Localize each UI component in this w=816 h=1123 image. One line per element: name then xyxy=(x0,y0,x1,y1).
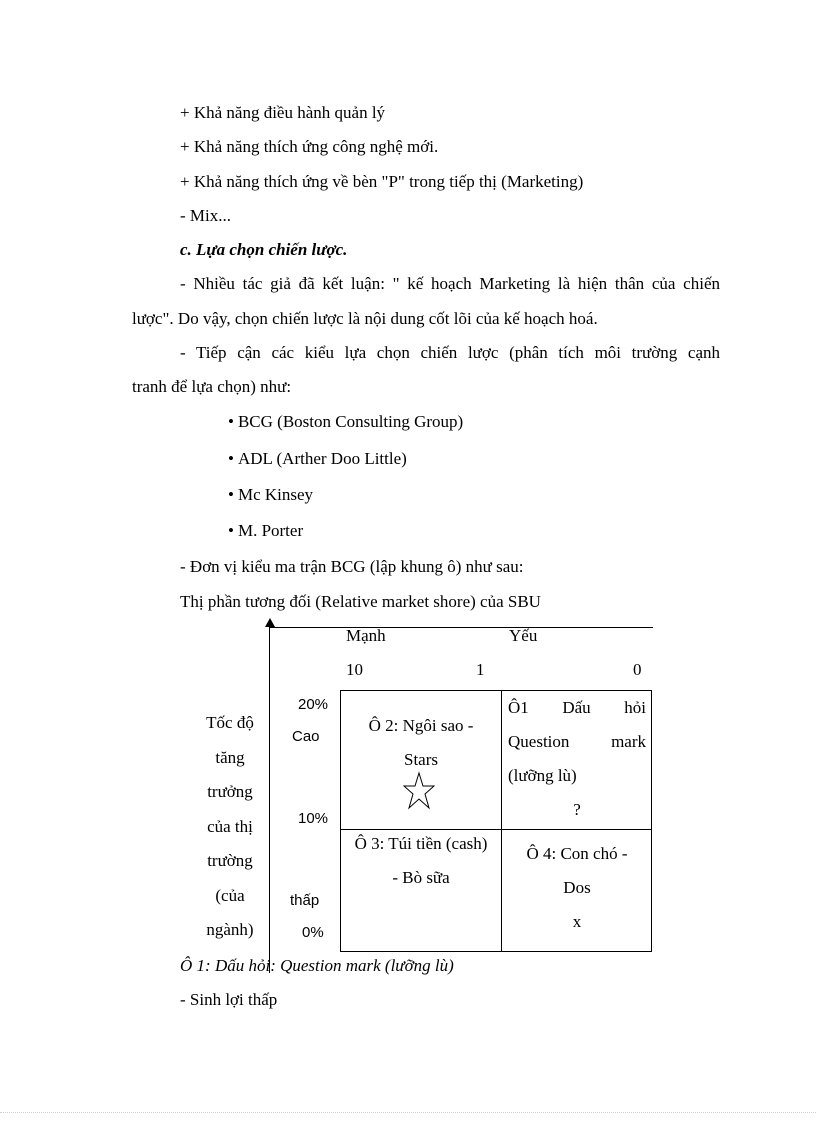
scale-20-percent: 20% xyxy=(298,696,329,713)
scale-10: 10 xyxy=(346,660,363,679)
growth-axis-label xyxy=(196,706,264,948)
cell-dogs xyxy=(502,837,652,939)
cell-question-word: hỏi xyxy=(624,698,646,717)
matrix-title: Thị phần tương đối (Relative market shore) của SBU xyxy=(180,592,541,611)
cell-cash-title: Ô 3: Túi tiền (cash) xyxy=(354,834,488,853)
star-outline-icon xyxy=(403,771,435,811)
cell-question-line xyxy=(508,725,646,759)
scale-high: Cao xyxy=(292,728,320,745)
scale-low: thấp xyxy=(290,892,320,909)
cell-dogs-title: Ô 4: Con chó - xyxy=(526,844,628,863)
figure-caption: Ô 1: Dấu hỏi: Question mark (lưỡng lù) xyxy=(180,956,454,975)
growth-label-line: ngành) xyxy=(206,920,254,939)
growth-label-line: trưởng xyxy=(207,782,253,801)
paragraph-line: - Nhiều tác giả đã kết luận: " kế hoạch Marketing là hiện thân của chiến xyxy=(180,274,720,293)
text-line: + Khả năng thích ứng về bèn "P" trong tiếp thị (Marketing) xyxy=(180,172,584,191)
label-strong: Mạnh xyxy=(346,626,386,645)
horizontal-axis xyxy=(270,627,653,628)
vertical-axis xyxy=(269,621,270,973)
cell-dogs-mark: x xyxy=(572,912,582,931)
bullet-item: • Mc Kinsey xyxy=(228,485,313,505)
growth-label-line: tăng xyxy=(215,747,245,767)
question-symbol: ? xyxy=(573,800,581,819)
paragraph-line: lược". Do vậy, chọn chiến lược là nội dung cốt lõi của kế hoạch hoá. xyxy=(132,309,598,328)
text-line: - Mix... xyxy=(180,206,231,225)
paragraph-line: tranh để lựa chọn) như: xyxy=(132,377,292,396)
cell-stars-title: Ô 2: Ngôi sao - xyxy=(368,716,474,735)
text-line: + Khả năng thích ứng công nghệ mới. xyxy=(180,137,439,156)
bullet-item: • M. Porter xyxy=(228,521,303,541)
cell-cash-subtitle: - Bò sữa xyxy=(392,868,450,887)
matrix-grid xyxy=(340,690,652,952)
text-line: - Đơn vị kiểu ma trận BCG (lập khung ô) như sau: xyxy=(180,557,524,576)
cell-question-mark xyxy=(508,691,646,827)
text-line: + Khả năng điều hành quản lý xyxy=(180,103,386,122)
cell-question-word: Dấu xyxy=(562,698,591,717)
page-bottom-border xyxy=(0,1112,816,1113)
cell-question-word: Ô1 xyxy=(508,698,529,717)
scale-10-percent: 10% xyxy=(298,810,329,827)
growth-label-line: của thị xyxy=(207,816,253,836)
paragraph-line: - Tiếp cận các kiểu lựa chọn chiến lược (phân tích môi trường cạnh xyxy=(180,343,720,362)
growth-label-line: (của xyxy=(215,885,245,905)
cell-cash-cow xyxy=(341,827,501,895)
cell-question-word: Question xyxy=(508,732,570,751)
cell-stars-subtitle: Stars xyxy=(404,750,438,769)
growth-label-line: Tốc độ xyxy=(206,713,254,732)
scale-1: 1 xyxy=(476,660,485,679)
cell-question-line xyxy=(508,691,646,725)
cell-question-line: (lưỡng lù) xyxy=(508,766,577,785)
cell-question-word: mark xyxy=(611,732,646,751)
cell-stars xyxy=(341,709,501,777)
bullet-item: • BCG (Boston Consulting Group) xyxy=(228,412,463,432)
scale-0: 0 xyxy=(633,660,642,679)
cell-dogs-subtitle: Dos xyxy=(563,878,591,897)
text-line: - Sinh lợi thấp xyxy=(180,990,278,1009)
label-weak: Yếu xyxy=(509,626,538,645)
section-heading: c. Lựa chọn chiến lược. xyxy=(180,240,348,259)
scale-0-percent: 0% xyxy=(302,924,324,941)
axis-arrow-icon xyxy=(265,618,275,627)
bullet-item: • ADL (Arther Doo Little) xyxy=(228,449,407,469)
growth-label-line: trường xyxy=(207,851,253,870)
